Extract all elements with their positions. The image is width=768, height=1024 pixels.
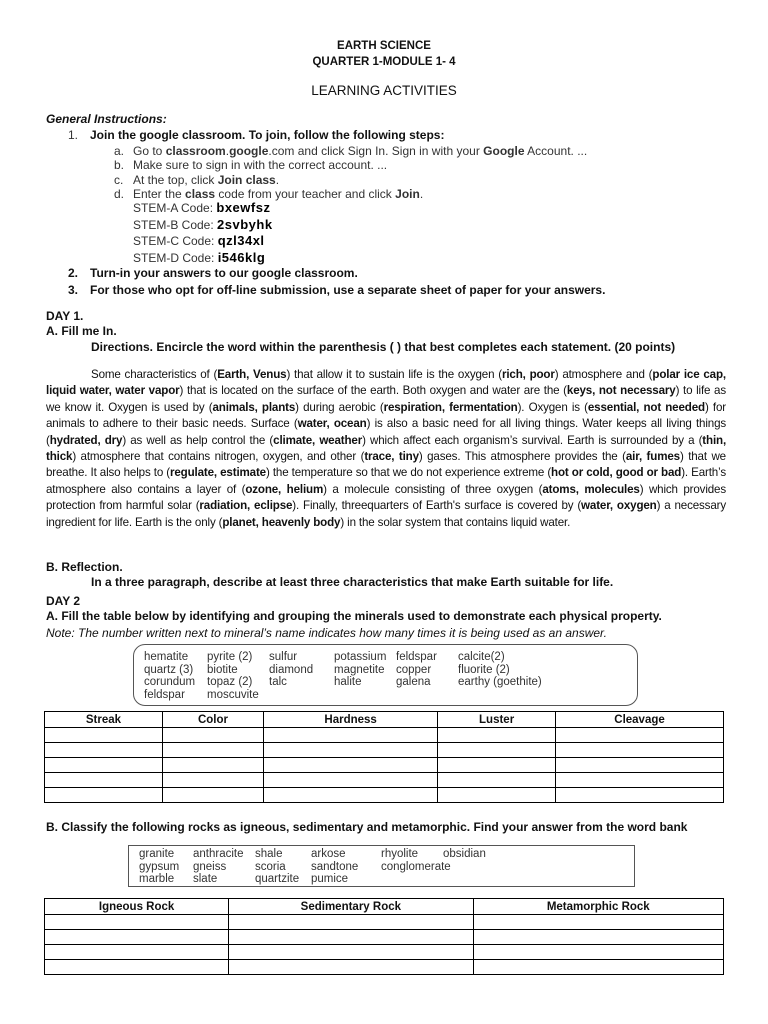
answer-cell[interactable] <box>264 773 438 788</box>
word-bank-item: quartz (3) <box>144 663 194 676</box>
text-segment: ) that allow it to sustain life is the oxygen ( <box>286 368 502 381</box>
bold-choice: atoms, molecules <box>542 482 640 496</box>
item-number: 2. <box>68 266 79 280</box>
item-text: Join the google classroom. To join, follow the following steps: <box>90 128 445 142</box>
bold-choice: Google <box>483 144 525 158</box>
answer-cell[interactable] <box>45 773 163 788</box>
answer-cell[interactable] <box>162 773 263 788</box>
answer-cell[interactable] <box>45 930 229 945</box>
table-header-row <box>45 899 724 915</box>
instruction-item-1 <box>68 128 444 142</box>
word-bank-item: sulfur <box>269 651 298 663</box>
column-header: Hardness <box>264 712 438 728</box>
bold-choice: water, oxygen <box>581 499 657 513</box>
step-letter: c. <box>114 172 124 187</box>
word-bank-item: diamond <box>269 663 314 676</box>
answer-cell[interactable] <box>264 788 438 803</box>
word-bank-item: sandtone <box>311 860 359 873</box>
mineral-table <box>44 711 724 803</box>
text-segment: ) gases. This atmosphere provides the ( <box>418 450 626 464</box>
bold-choice: rich, poor <box>501 368 555 381</box>
step-letter: b. <box>114 158 125 173</box>
reflection-heading: B. Reflection. <box>46 560 123 574</box>
class-code-row <box>133 217 273 234</box>
answer-cell[interactable] <box>438 728 556 743</box>
answer-cell[interactable] <box>162 728 263 743</box>
word-bank-item <box>381 873 443 886</box>
code-label: STEM-C Code: <box>133 234 218 249</box>
text-segment: ) that is located on the surface of the earth. Both oxygen and water are the ( <box>179 384 567 398</box>
answer-cell[interactable] <box>438 743 556 758</box>
bold-choice: Join <box>395 186 420 201</box>
text-segment: ) that we breathe. It also helps to ( <box>46 450 726 480</box>
word-bank-item: copper <box>396 663 432 676</box>
column-header: Sedimentary Rock <box>229 899 473 915</box>
bold-choice: ozone, helium <box>245 482 324 496</box>
column-header: Igneous Rock <box>45 899 229 915</box>
table-row <box>45 773 724 788</box>
word-bank-item: scoria <box>255 860 286 873</box>
text-segment: ) atmosphere that contains nitrogen, oxygen, and other ( <box>72 450 365 464</box>
text-segment: ) a molecule consisting of three oxygen ( <box>323 482 543 496</box>
word-bank-item: quartzite <box>255 873 300 885</box>
word-bank-item: galena <box>396 676 431 688</box>
bold-choice: planet, heavenly body <box>222 515 341 529</box>
text-segment: .com and click Sign In. Sign in with your <box>268 144 484 158</box>
table-row <box>45 915 724 930</box>
word-bank-item: calcite(2) <box>458 651 505 663</box>
step-letter: a. <box>114 144 125 158</box>
answer-cell[interactable] <box>45 788 163 803</box>
step-letter: d. <box>114 186 125 201</box>
code-label: STEM-A Code: <box>133 201 217 215</box>
word-bank-item: feldspar <box>144 688 185 701</box>
word-bank-item: conglomerate <box>381 860 451 873</box>
answer-cell[interactable] <box>229 930 473 945</box>
answer-cell[interactable] <box>162 758 263 773</box>
word-bank-item: shale <box>255 848 283 860</box>
class-codes <box>133 200 273 267</box>
class-code-row <box>133 200 273 217</box>
table-row <box>45 743 724 758</box>
bold-choice: radiation, eclipse <box>199 499 293 513</box>
day1-heading: DAY 1. <box>46 309 84 323</box>
word-bank-item: gneiss <box>193 860 227 873</box>
text-segment: ) for animals to adhere to their basic needs. Surface ( <box>46 400 726 431</box>
word-bank-item: granite <box>139 848 175 860</box>
text-segment: Some characteristics of ( <box>91 368 218 381</box>
answer-cell[interactable] <box>438 773 556 788</box>
column-header: Color <box>162 712 263 728</box>
answer-cell[interactable] <box>438 788 556 803</box>
bold-choice: Join class <box>217 172 276 187</box>
class-code: 2svbyhk <box>217 216 273 232</box>
answer-cell[interactable] <box>229 960 473 975</box>
column-header: Streak <box>45 712 163 728</box>
table-row <box>45 960 724 975</box>
bold-choice: class <box>185 186 216 201</box>
class-code: bxewfsz <box>216 200 271 215</box>
bold-choice: regulate, estimate <box>170 466 266 480</box>
bold-choice: keys, not necessary <box>566 384 676 398</box>
class-code: i546klg <box>217 250 266 266</box>
bold-choice: climate, weather <box>273 433 363 447</box>
answer-cell[interactable] <box>438 758 556 773</box>
text-segment: ) to life as we know it. Oxygen is used by ( <box>46 384 726 414</box>
word-bank-item: pyrite (2) <box>207 651 253 663</box>
class-code: qzl34xl <box>217 233 265 249</box>
fill-me-in-heading: A. Fill me In. <box>46 324 117 338</box>
bold-choice: thin, thick <box>46 433 727 464</box>
text-segment: Go to <box>133 144 166 158</box>
bold-choice: hydrated, dry <box>49 433 123 447</box>
word-bank-item: talc <box>269 676 287 688</box>
mineral-note: Note: The number written next to mineral’s name indicates how many times it is being used as an answer. <box>46 626 607 640</box>
text-segment: ) atmosphere and ( <box>554 368 653 381</box>
item-number: 3. <box>68 283 79 297</box>
answer-cell[interactable] <box>45 728 163 743</box>
word-bank-item <box>443 861 634 874</box>
text-segment: . <box>275 172 280 187</box>
text-segment: ). Finally, threequarters of Earth's surface is covered by ( <box>292 499 582 513</box>
answer-cell[interactable] <box>45 758 163 773</box>
word-bank-item: moscuvite <box>207 688 259 701</box>
word-bank-item: potassium <box>334 651 387 663</box>
bold-choice: air, fumes <box>625 450 680 464</box>
bold-choice: water, ocean <box>297 417 367 431</box>
answer-cell[interactable] <box>229 945 473 960</box>
answer-cell[interactable] <box>556 788 724 803</box>
word-bank-item: anthracite <box>193 848 244 860</box>
item-text: For those who opt for off-line submission, use a separate sheet of paper for your answers. <box>90 283 606 297</box>
answer-cell[interactable] <box>473 930 723 945</box>
instruction-item-2 <box>68 266 358 280</box>
text-segment: At the top, click <box>133 172 218 187</box>
subject-title: EARTH SCIENCE <box>337 40 431 52</box>
mineral-task-heading: A. Fill the table below by identifying and grouping the minerals used to demonstrate each physical property. <box>46 609 662 623</box>
fill-in-paragraph <box>46 367 726 531</box>
answer-cell[interactable] <box>556 743 724 758</box>
class-code-row <box>133 233 273 250</box>
column-header: Cleavage <box>556 712 724 728</box>
answer-cell[interactable] <box>229 915 473 930</box>
join-steps <box>114 144 587 201</box>
day2-heading: DAY 2 <box>46 594 81 608</box>
word-bank-item: fluorite (2) <box>458 663 510 676</box>
word-bank-item: obsidian <box>443 848 486 860</box>
page-title: LEARNING ACTIVITIES <box>311 83 457 98</box>
bold-choice: trace, tiny <box>364 450 419 464</box>
text-segment: ). Earth’s atmosphere also contains a layer of ( <box>46 466 726 496</box>
class-code-row <box>133 250 273 267</box>
word-bank-item: feldspar <box>396 651 437 663</box>
word-bank-item: earthy (goethite) <box>458 676 542 688</box>
text-segment: Account. ... <box>524 144 588 158</box>
item-text: Turn-in your answers to our google classroom. <box>90 266 358 280</box>
table-header-row <box>45 712 724 728</box>
directions-text: Directions. Encircle the word within the parenthesis ( ) that best completes each statement. (20 points) <box>91 340 676 354</box>
text-segment: ). Oxygen is ( <box>517 400 588 414</box>
bold-choice: respiration, fermentation <box>383 400 518 414</box>
answer-cell[interactable] <box>264 758 438 773</box>
bold-choice: animals, plants <box>212 400 296 414</box>
bold-choice: essential, not needed <box>587 400 705 414</box>
bold-choice: hot or cold, good or bad <box>551 466 682 480</box>
table-row <box>45 930 724 945</box>
word-bank-item: arkose <box>311 848 346 860</box>
step-item <box>114 144 587 158</box>
answer-cell[interactable] <box>45 915 229 930</box>
bold-choice: classroom <box>165 144 226 158</box>
instruction-item-3 <box>68 283 605 297</box>
text-segment: ) which provides protection from harmful solar ( <box>46 482 726 513</box>
answer-cell[interactable] <box>473 945 723 960</box>
word-bank-item: gypsum <box>139 860 180 873</box>
rock-word-bank <box>128 845 635 887</box>
answer-cell[interactable] <box>45 960 229 975</box>
bold-choice: google <box>229 144 269 158</box>
table-row <box>45 728 724 743</box>
text-segment: . <box>225 144 230 158</box>
answer-cell[interactable] <box>556 758 724 773</box>
answer-cell[interactable] <box>556 728 724 743</box>
word-bank-item: magnetite <box>334 663 385 676</box>
word-bank-item: rhyolite <box>381 848 419 860</box>
reflection-text: In a three paragraph, describe at least three characteristics that make Earth suitable for life. <box>91 575 614 589</box>
quarter-title: QUARTER 1-MODULE 1- 4 <box>312 56 456 68</box>
text-segment: ) which affect each organism’s survival. Earth is surrounded by a ( <box>362 433 703 447</box>
table-row <box>45 758 724 773</box>
word-bank-item: pumice <box>311 873 349 885</box>
step-item <box>114 173 587 187</box>
text-segment: code from your teacher and click <box>215 186 396 201</box>
item-number: 1. <box>68 128 79 142</box>
table-row <box>45 945 724 960</box>
bold-choice: polar ice cap, liquid water, water vapor <box>46 368 726 398</box>
word-bank-item: marble <box>139 873 175 885</box>
answer-cell[interactable] <box>45 743 163 758</box>
answer-cell[interactable] <box>162 743 263 758</box>
column-header: Metamorphic Rock <box>473 899 723 915</box>
answer-cell[interactable] <box>556 773 724 788</box>
mineral-word-bank <box>133 644 638 706</box>
text-segment: ) the temperature so that we do not experience extreme ( <box>265 466 552 480</box>
code-label: STEM-D Code: <box>133 251 218 266</box>
word-bank-item: corundum <box>144 676 196 688</box>
answer-cell[interactable] <box>264 728 438 743</box>
word-bank-item: halite <box>334 676 362 688</box>
word-bank-item <box>443 873 634 886</box>
text-segment: ) during aerobic ( <box>295 400 384 414</box>
bold-choice: Earth, Venus <box>217 368 287 381</box>
rock-task-heading: B. Classify the following rocks as igneous, sedimentary and metamorphic. Find your answer from the word bank <box>46 820 688 834</box>
step-item <box>114 158 587 172</box>
word-bank-item: slate <box>193 873 218 885</box>
answer-cell[interactable] <box>162 788 263 803</box>
text-segment: . <box>419 186 424 201</box>
text-segment: ) is also a basic need for all living things. Water keeps all living things ( <box>46 417 727 447</box>
text-segment: Make sure to sign in with the correct account. ... <box>133 158 388 173</box>
text-segment: ) as well as help control the ( <box>122 433 274 447</box>
word-bank-item: biotite <box>207 663 238 676</box>
answer-cell[interactable] <box>264 743 438 758</box>
text-segment: ) in the solar system that contains liquid water. <box>340 515 571 529</box>
instructions-heading: General Instructions: <box>46 112 167 126</box>
answer-cell[interactable] <box>45 945 229 960</box>
word-bank-item: hematite <box>144 651 189 663</box>
word-bank-item: topaz (2) <box>207 676 253 688</box>
answer-cell[interactable] <box>473 915 723 930</box>
code-label: STEM-B Code: <box>133 217 218 232</box>
column-header: Luster <box>438 712 556 728</box>
text-segment: Enter the <box>133 186 186 201</box>
text-segment: ) a necessary ingredient for life. Earth is the only ( <box>46 499 726 529</box>
rock-table <box>44 898 724 975</box>
table-row <box>45 788 724 803</box>
answer-cell[interactable] <box>473 960 723 975</box>
